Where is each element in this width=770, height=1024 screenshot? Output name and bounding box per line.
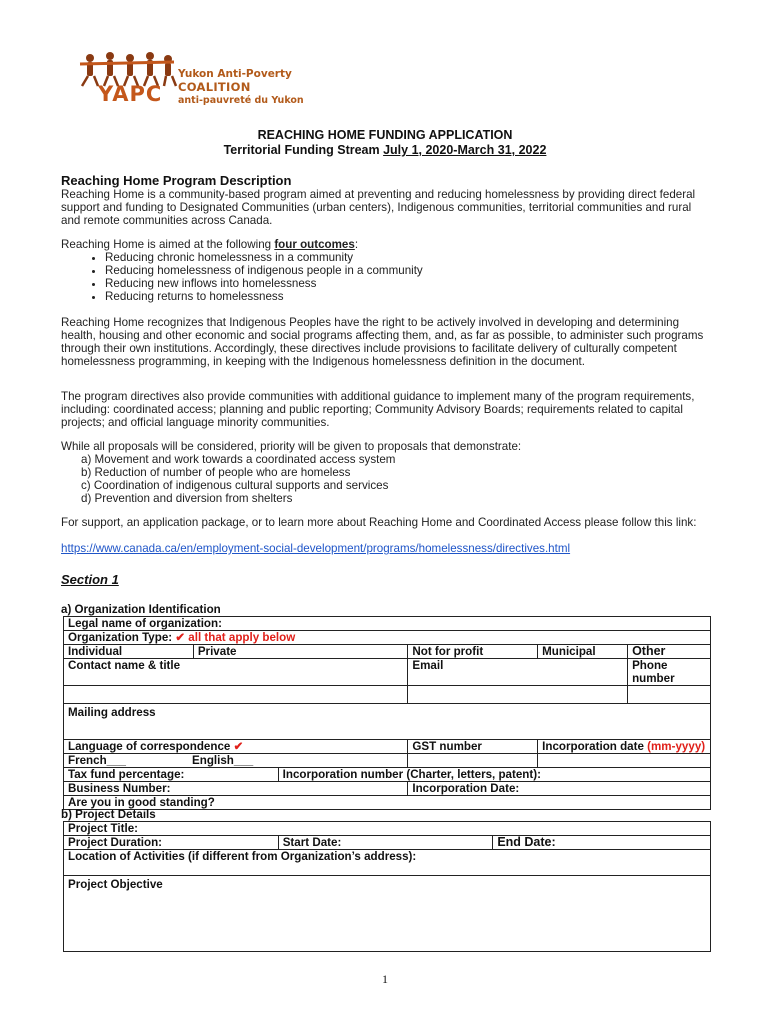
outcomes-list xyxy=(61,251,711,303)
check-icon: ✔ xyxy=(233,740,244,753)
list-item: • Reducing returns to homelessness xyxy=(105,290,711,303)
subtitle-dates: July 1, 2020-March 31, 2022 xyxy=(383,143,547,157)
list-item: c) Coordination of indigenous cultural supports and services xyxy=(81,479,389,492)
language-options xyxy=(64,754,408,768)
description-paragraph-2: Reaching Home recognizes that Indigenous Peoples have the right to be actively involved in developing and determining health, housing and other economic and social programs affecting them, and, as far as possible, to administer such programs through their own institutions. Accordingly, these directives include provisions to facilitate delivery of culturally competent homelessness programming, in keeping with the Indigenous homelessness definition in the document. xyxy=(61,316,704,368)
project-objective-field[interactable]: Project Objective xyxy=(64,876,711,952)
directives-link[interactable]: https://www.canada.ca/en/employment-social-development/programs/homelessness/directives.html xyxy=(61,542,571,555)
project-title-field[interactable]: Project Title: xyxy=(64,822,711,836)
document-subtitle xyxy=(0,143,770,157)
page-number: 1 xyxy=(382,972,388,986)
priorities-list xyxy=(61,453,711,505)
outcomes-intro: Reaching Home is aimed at the following four outcomes: xyxy=(61,238,359,251)
support-text: For support, an application package, or to learn more about Reaching Home and Coordinated Access please follow this link: xyxy=(61,516,697,529)
private-option[interactable]: Private xyxy=(193,645,408,659)
incorp-number-field[interactable]: Incorporation number (Charter, letters, patent): xyxy=(278,768,710,782)
logo-acronym: YAPC xyxy=(98,82,163,106)
logo-line2: COALITION xyxy=(178,80,251,94)
language-label: Language of correspondence ✔ xyxy=(64,740,408,754)
list-item: d) Prevention and diversion from shelters xyxy=(81,492,293,505)
priorities-block xyxy=(61,440,711,505)
phone-field[interactable] xyxy=(628,686,711,704)
org-type-hint: ✔ all that apply below xyxy=(175,631,296,644)
org-heading: a) Organization Identification xyxy=(61,603,221,616)
incorp-date-label: Incorporation date (mm-yyyy) xyxy=(538,740,711,754)
email-field[interactable] xyxy=(408,686,628,704)
legal-name-field[interactable]: Legal name of organization: xyxy=(64,617,711,631)
gst-field[interactable] xyxy=(408,754,538,768)
description-paragraph-1: Reaching Home is a community-based program aimed at preventing and reducing homelessness by providing direct federal support and funding to Designated Communities (urban centers), Indigenous communities, territorial communities and rural and remote communities across Canada. xyxy=(61,188,696,227)
gst-label: GST number xyxy=(408,740,538,754)
document-title: REACHING HOME FUNDING APPLICATION xyxy=(257,128,513,142)
list-item: b) Reduction of number of people who are homeless xyxy=(81,466,351,479)
contact-field[interactable] xyxy=(64,686,408,704)
contact-label: Contact name & title xyxy=(64,659,408,686)
tax-fund-field[interactable]: Tax fund percentage: xyxy=(64,768,279,782)
start-date-field[interactable]: Start Date: xyxy=(278,836,493,850)
business-number-field[interactable]: Business Number: xyxy=(64,782,408,796)
logo-line3: anti-pauvreté du Yukon xyxy=(178,95,304,106)
individual-option[interactable]: Individual xyxy=(64,645,194,659)
project-duration-field[interactable]: Project Duration: xyxy=(64,836,279,850)
section-title: Section 1 xyxy=(61,572,119,587)
subtitle-prefix: Territorial Funding Stream xyxy=(223,143,384,157)
yapc-logo xyxy=(78,50,318,120)
logo-text xyxy=(178,68,304,107)
incorp-date-format: (mm-yyyy) xyxy=(647,740,706,753)
list-item: • Reducing homelessness of indigenous people in a community xyxy=(105,264,711,277)
incorp-date-field[interactable] xyxy=(538,754,711,768)
support-link-row xyxy=(61,542,711,555)
project-table xyxy=(63,821,711,952)
good-standing-field[interactable]: Are you in good standing? xyxy=(64,796,711,810)
mailing-address-field[interactable]: Mailing address xyxy=(64,704,711,740)
location-field[interactable]: Location of Activities (if different from Organization’s address): xyxy=(64,850,711,876)
incorp-date2-field[interactable]: Incorporation Date: xyxy=(408,782,711,796)
english-option[interactable]: English___ xyxy=(192,754,254,767)
list-item: • Reducing new inflows into homelessness xyxy=(105,277,711,290)
outcomes-bold: four outcomes xyxy=(274,238,355,251)
logo-line1: Yukon Anti-Poverty xyxy=(178,68,292,80)
priorities-intro: While all proposals will be considered, priority will be given to proposals that demonstrate: xyxy=(61,440,522,453)
municipal-option[interactable]: Municipal xyxy=(538,645,628,659)
project-heading: b) Project Details xyxy=(61,808,156,821)
end-date-field[interactable]: End Date: xyxy=(493,836,711,850)
email-label: Email xyxy=(408,659,628,686)
org-type-row: Organization Type: ✔ all that apply below xyxy=(64,631,711,645)
phone-label: Phone number xyxy=(628,659,711,686)
outcomes-block xyxy=(61,238,711,303)
list-item: • Reducing chronic homelessness in a community xyxy=(105,251,711,264)
not-for-profit-option[interactable]: Not for profit xyxy=(408,645,538,659)
list-item: a) Movement and work towards a coordinated access system xyxy=(81,453,396,466)
description-paragraph-3: The program directives also provide communities with additional guidance to implement many of the program requirements, including: coordinated access; planning and public reporting; Community Advisory Boards; requirements related to capital projects; and official language minority communities. xyxy=(61,390,695,429)
french-option[interactable]: French___ xyxy=(68,754,126,767)
description-heading: Reaching Home Program Description xyxy=(61,173,292,188)
other-option[interactable]: Other xyxy=(628,645,711,659)
organization-table xyxy=(63,616,711,810)
